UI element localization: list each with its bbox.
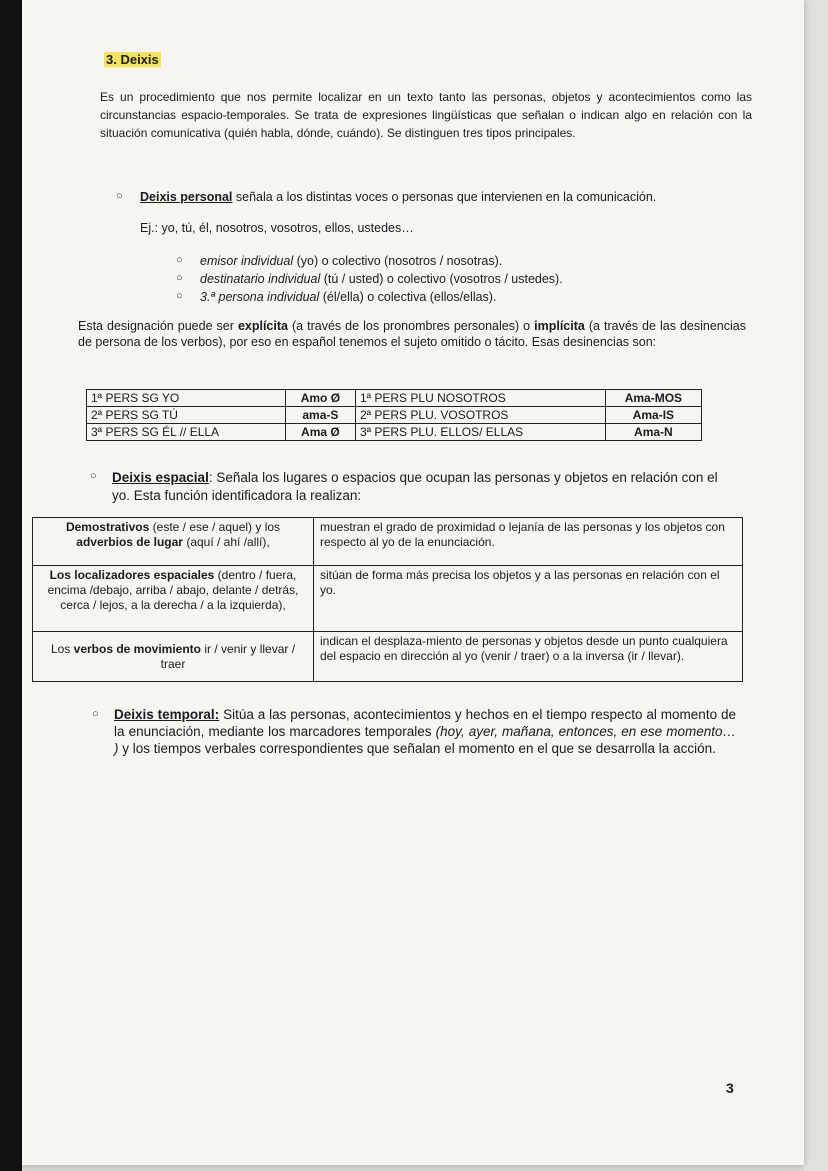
table-row: 2ª PERS SG TÚ ama-S 2ª PERS PLU. VOSOTROS Ama-IS [87,407,702,424]
document-page [22,0,804,1165]
espacial-heading: Deixis espacial [112,470,209,485]
temporal-heading: Deixis temporal: [114,707,220,722]
page-number: 3 [726,1080,734,1096]
intro-paragraph: Es un procedimiento que nos permite localizar en un texto tanto las personas, objetos y acontecimientos como las circunstancias espacio-temporales. Se trata de expresiones lingüísticas que señalan o indican algo en relación con la situación comunicativa (quién habla, dónde, cuándo). Se distinguen tres tipos principales. [100,90,752,140]
personal-heading: Deixis personal [140,190,233,204]
table-row: 1ª PERS SG YO Amo Ø 1ª PERS PLU NOSOTROS Ama-MOS [87,390,702,407]
bullet-icon: ○ [176,290,183,302]
table-row: Demostrativos (este / ese / aquel) y los adverbios de lugar (aquí / ahí /allí), muestran el grado de proximidad o lejanía de las personas y los objetos con respecto al yo de la enunciación. [33,518,743,566]
bullet-icon: ○ [176,254,183,266]
section-title: 3. Deixis [106,52,159,67]
table-row: Los localizadores espaciales (dentro / fuera, encima /debajo, arriba / abajo, delante / detrás, cerca / lejos, a la derecha / a la izquierda), sitúan de forma más precisa los objetos y a las personas en relación con el yo. [33,566,743,632]
bullet-icon: ○ [176,272,183,284]
sub-item: 3.ª persona individual (él/ella) o colectiva (ellos/ellas). [200,290,497,304]
scan-edge-right [804,0,828,1171]
personal-example: Ej.: yo, tú, él, nosotros, vosotros, ellos, ustedes… [140,221,414,235]
personal-text: señala a los distintas voces o personas que intervienen en la comunicación. [232,190,657,204]
conjugation-table [86,389,702,441]
sub-item: emisor individual (yo) o colectivo (nosotros / nosotras). [200,254,503,268]
espacial-paragraph: Deixis espacial: Señala los lugares o espacios que ocupan las personas y objetos en relación con el yo. Esta función identificadora la realizan: [112,470,718,503]
bullet-icon: ○ [90,470,97,482]
scan-edge-left [0,0,22,1171]
table-row: 3ª PERS SG ÉL // ELLA Ama Ø 3ª PERS PLU. ELLOS/ ELLAS Ama-N [87,424,702,441]
temporal-paragraph: Deixis temporal: Sitúa a las personas, acontecimientos y hechos en el tiempo respecto al momento de la enunciación, mediante los marcadores temporales (hoy, ayer, mañana, entonces, en ese momento… ) y los tiempos verbales correspondientes que señalan el momento en el que se desarrolla la acción. [114,707,736,756]
bullet-icon: ○ [92,708,99,720]
designation-paragraph: Esta designación puede ser explícita (a través de los pronombres personales) o implícita (a través de las desinencias de persona de los verbos), por eso en español tenemos el sujeto omitido o tácito. Esas desinencias son: [78,319,746,349]
spatial-table [32,517,743,682]
table-row: Los verbos de movimiento ir / venir y llevar / traer indican el desplaza-miento de personas y objetos desde un punto cualquiera del espacio en dirección al yo (venir / traer) o a la inversa (ir / llevar). [33,632,743,682]
sub-item: destinatario individual (tú / usted) o colectivo (vosotros / ustedes). [200,272,563,286]
bullet-icon: ○ [116,190,123,202]
personal-paragraph [140,190,680,205]
